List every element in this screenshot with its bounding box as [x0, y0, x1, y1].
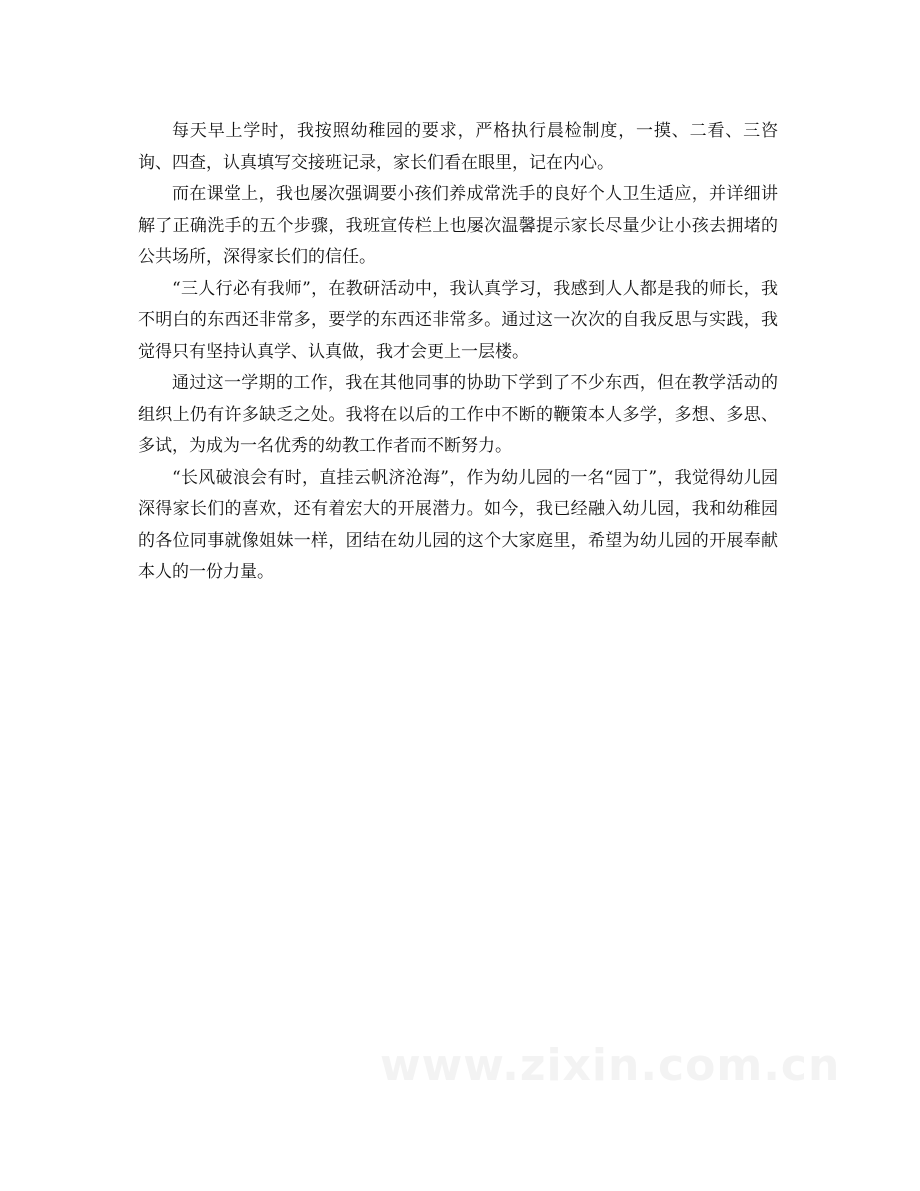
watermark: www.zixin.com.cn	[380, 1040, 841, 1091]
paragraph-teaching-research: “三人行必有我师”，在教研活动中，我认真学习，我感到人人都是我的师长，我不明白的东西还非常多，要学的东西还非常多。通过这一次次的自我反思与实践，我觉得只有坚持认真学、认真做，我才会更上一层楼。	[138, 278, 778, 362]
paragraph-morning-check: 每天早上学时，我按照幼稚园的要求，严格执行晨检制度，一摸、二看、三咨询、四查，认真填写交接班记录，家长们看在眼里，记在内心。	[138, 121, 778, 173]
paragraph-conclusion: “长风破浪会有时，直挂云帆济沧海”，作为幼儿园的一名“园丁”，我觉得幼儿园深得家长们的喜欢，还有着宏大的开展潜力。如今，我已经融入幼儿园，我和幼稚园的各位同事就像姐妹一样，团结在幼儿园的这个大家庭里，希望为幼儿园的开展奉献本人的一份力量。	[138, 467, 778, 582]
paragraph-semester-reflection: 通过这一学期的工作，我在其他同事的协助下学到了不少东西，但在教学活动的组织上仍有许多缺乏之处。我将在以后的工作中不断的鞭策本人多学，多想、多思、多试，为成为一名优秀的幼教工作者而不断努力。	[138, 373, 778, 456]
paragraph-handwashing: 而在课堂上，我也屡次强调要小孩们养成常洗手的良好个人卫生适应，并详细讲解了正确洗手的五个步骤，我班宣传栏上也屡次温馨提示家长尽量少让小孩去拥堵的公共场所，深得家长们的信任。	[138, 184, 778, 267]
document-body	[138, 116, 778, 589]
